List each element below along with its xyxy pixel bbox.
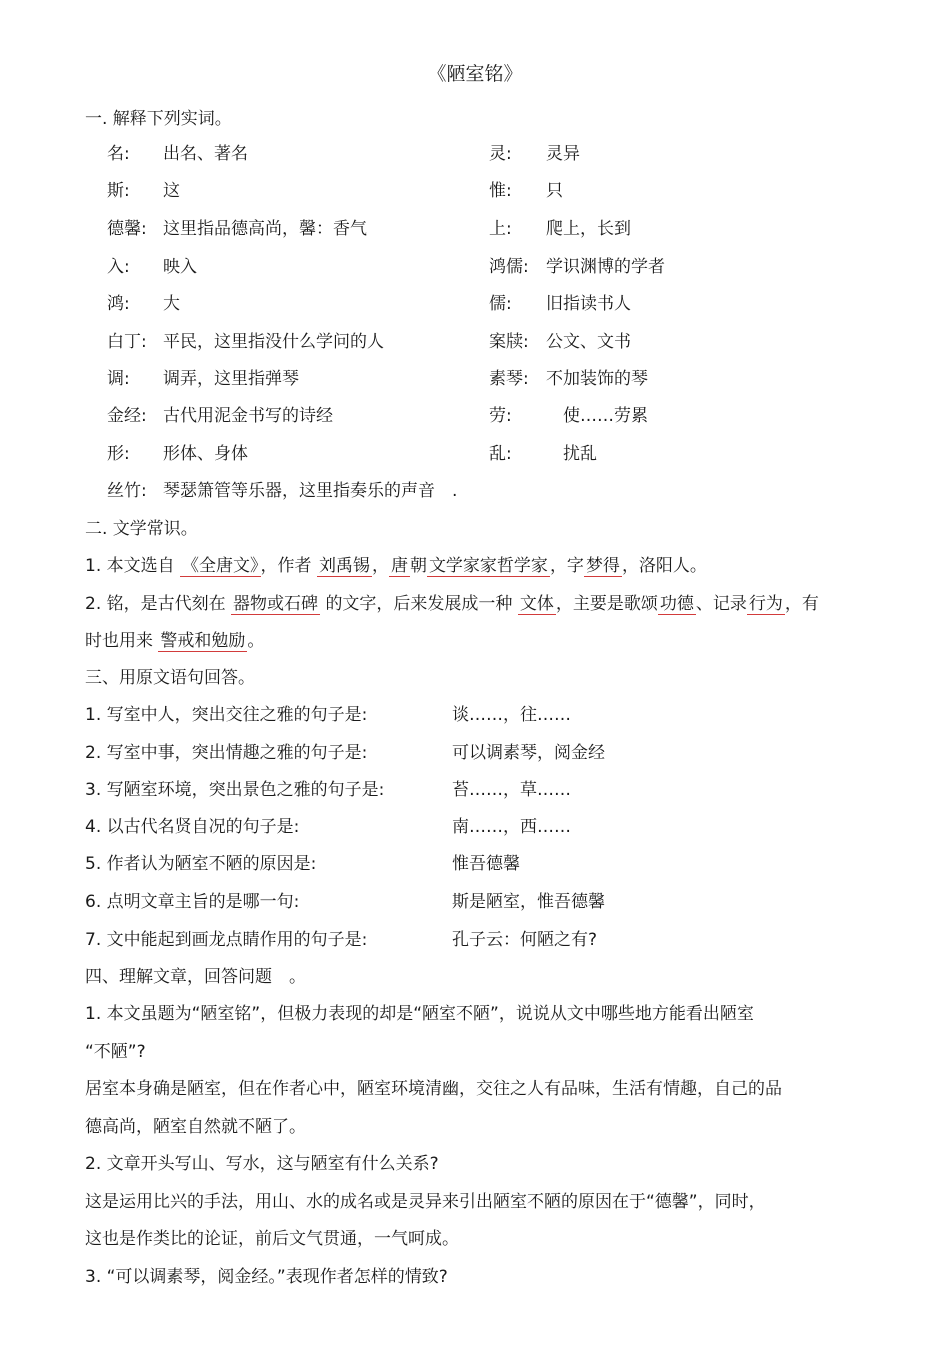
section-3-heading: 三、用原文语句回答。 bbox=[85, 668, 255, 688]
vocab-term: 劳: bbox=[489, 406, 512, 426]
answer: 居室本身确是陋室，但在作者心中，陋室环境清幽，交往之人有品味，生活有情趣，自己的品 bbox=[85, 1079, 782, 1099]
vocab-definition: 只 bbox=[546, 181, 563, 201]
vocab-definition: 调弄，这里指弹琴 bbox=[163, 369, 299, 389]
vocab-term: 案牍: bbox=[489, 332, 529, 352]
question: “不陋”? bbox=[85, 1042, 146, 1062]
vocab-definition: 古代用泥金书写的诗经 bbox=[163, 406, 333, 426]
vocab-definition: 平民，这里指没什么学问的人 bbox=[163, 332, 384, 352]
vocab-definition: 灵异 bbox=[546, 144, 580, 164]
text: 时也用来 bbox=[85, 631, 153, 651]
vocab-definition: 这 bbox=[163, 181, 180, 201]
answer-blank: 梦得 bbox=[585, 556, 620, 576]
vocab-definition: 形体、身体 bbox=[163, 444, 248, 464]
vocab-term: 上: bbox=[489, 219, 512, 239]
text: 。 bbox=[247, 631, 265, 651]
vocab-definition: 不加装饰的琴 bbox=[546, 369, 648, 389]
literary-fact-2-cont bbox=[85, 630, 264, 652]
vocab-term: 儒: bbox=[489, 294, 512, 314]
page-title: 《陋室铭》 bbox=[427, 63, 523, 85]
literary-fact-1 bbox=[85, 555, 707, 577]
question: 2. 文章开头写山、写水，这与陋室有什么关系? bbox=[85, 1154, 439, 1174]
text: ， bbox=[371, 556, 389, 576]
vocab-definition: 出名、著名 bbox=[163, 144, 248, 164]
answer-blank: 文体 bbox=[519, 594, 554, 614]
vocab-definition: 公文、文书 bbox=[546, 332, 631, 352]
vocab-term: 德馨: bbox=[107, 219, 147, 239]
answer-blank: 唐 bbox=[390, 556, 408, 576]
section-1-heading: 一. 解释下列实词。 bbox=[85, 109, 232, 129]
text: ，主要是歌颂 bbox=[555, 594, 658, 614]
vocab-definition: 学识渊博的学者 bbox=[546, 257, 665, 277]
answer-blank: 刘禹锡 bbox=[318, 556, 370, 576]
vocab-term: 鸿儒: bbox=[489, 257, 529, 277]
answer: 谈……，往…… bbox=[452, 705, 571, 725]
vocab-term: 形: bbox=[107, 444, 130, 464]
vocab-definition: 扰乱 bbox=[546, 444, 597, 464]
question: 5. 作者认为陋室不陋的原因是: bbox=[85, 854, 317, 874]
question: 1. 写室中人，突出交往之雅的句子是: bbox=[85, 705, 368, 725]
answer-blank: 文学家家哲学家 bbox=[428, 556, 548, 576]
text: ，作者 bbox=[260, 556, 312, 576]
vocab-definition: 旧指读书人 bbox=[546, 294, 631, 314]
vocab-definition: 大 bbox=[163, 294, 180, 314]
question: 1. 本文虽题为“陋室铭”，但极力表现的却是“陋室不陋”，说说从文中哪些地方能看出陋室 bbox=[85, 1004, 754, 1024]
vocab-definition: 使……劳累 bbox=[546, 406, 648, 426]
answer: 孔子云：何陋之有? bbox=[452, 930, 598, 950]
answer-blank: 《全唐文》 bbox=[182, 556, 259, 576]
answer: 可以调素琴，阅金经 bbox=[452, 743, 605, 763]
vocab-term: 灵: bbox=[489, 144, 512, 164]
vocab-definition: 这里指品德高尚，馨：香气 bbox=[163, 219, 367, 239]
question: 4. 以古代名贤自况的句子是: bbox=[85, 817, 300, 837]
vocab-term: 素琴: bbox=[489, 369, 529, 389]
vocab-term: 调: bbox=[107, 369, 130, 389]
vocab-term: 丝竹: bbox=[107, 481, 147, 501]
answer: 惟吾德馨 bbox=[452, 854, 520, 874]
answer-blank: 警戒和勉励 bbox=[160, 631, 246, 651]
answer: 这是运用比兴的手法，用山、水的成名或是灵异来引出陋室不陋的原因在于“德馨”，同时， bbox=[85, 1192, 766, 1212]
vocab-definition: 映入 bbox=[163, 257, 197, 277]
vocab-term: 乱: bbox=[489, 444, 512, 464]
text: 的文字，后来发展成一种 bbox=[325, 594, 513, 614]
answer-blank: 功德 bbox=[659, 594, 694, 614]
text: ，有 bbox=[784, 594, 819, 614]
text: 朝 bbox=[409, 556, 427, 576]
answer-blank: 器物或石碑 bbox=[233, 594, 319, 614]
section-2-heading: 二. 文学常识。 bbox=[85, 519, 198, 539]
vocab-term: 金经: bbox=[107, 406, 147, 426]
vocab-term: 名: bbox=[107, 144, 130, 164]
section-4-heading: 四、理解文章，回答问题 。 bbox=[85, 967, 306, 987]
text: 1. 本文选自 bbox=[85, 556, 175, 576]
answer: 苔……，草…… bbox=[452, 780, 571, 800]
literary-fact-2 bbox=[85, 593, 819, 615]
answer: 斯是陋室，惟吾德馨 bbox=[452, 892, 605, 912]
question: 2. 写室中事，突出情趣之雅的句子是: bbox=[85, 743, 368, 763]
question: 3. 写陋室环境，突出景色之雅的句子是: bbox=[85, 780, 385, 800]
answer: 南……，西…… bbox=[452, 817, 571, 837]
question: 3. “可以调素琴，阅金经。”表现作者怎样的情致? bbox=[85, 1267, 448, 1287]
text: 、记录 bbox=[695, 594, 747, 614]
answer: 德高尚，陋室自然就不陋了。 bbox=[85, 1117, 306, 1137]
vocab-term: 入: bbox=[107, 257, 130, 277]
question: 6. 点明文章主旨的是哪一句: bbox=[85, 892, 300, 912]
answer: 这也是作类比的论证，前后文气贯通，一气呵成。 bbox=[85, 1229, 459, 1249]
vocab-term: 惟: bbox=[489, 181, 512, 201]
text: 2. 铭，是古代刻在 bbox=[85, 594, 226, 614]
vocab-definition: 爬上，长到 bbox=[546, 219, 631, 239]
vocab-term: 白丁: bbox=[107, 332, 147, 352]
vocab-term: 鸿: bbox=[107, 294, 130, 314]
answer-blank: 行为 bbox=[748, 594, 783, 614]
vocab-definition: 琴瑟箫管等乐器，这里指奏乐的声音 . bbox=[163, 481, 458, 501]
text: ，洛阳人。 bbox=[621, 556, 707, 576]
text: ，字 bbox=[549, 556, 584, 576]
vocab-term: 斯: bbox=[107, 181, 130, 201]
question: 7. 文中能起到画龙点睛作用的句子是: bbox=[85, 930, 368, 950]
